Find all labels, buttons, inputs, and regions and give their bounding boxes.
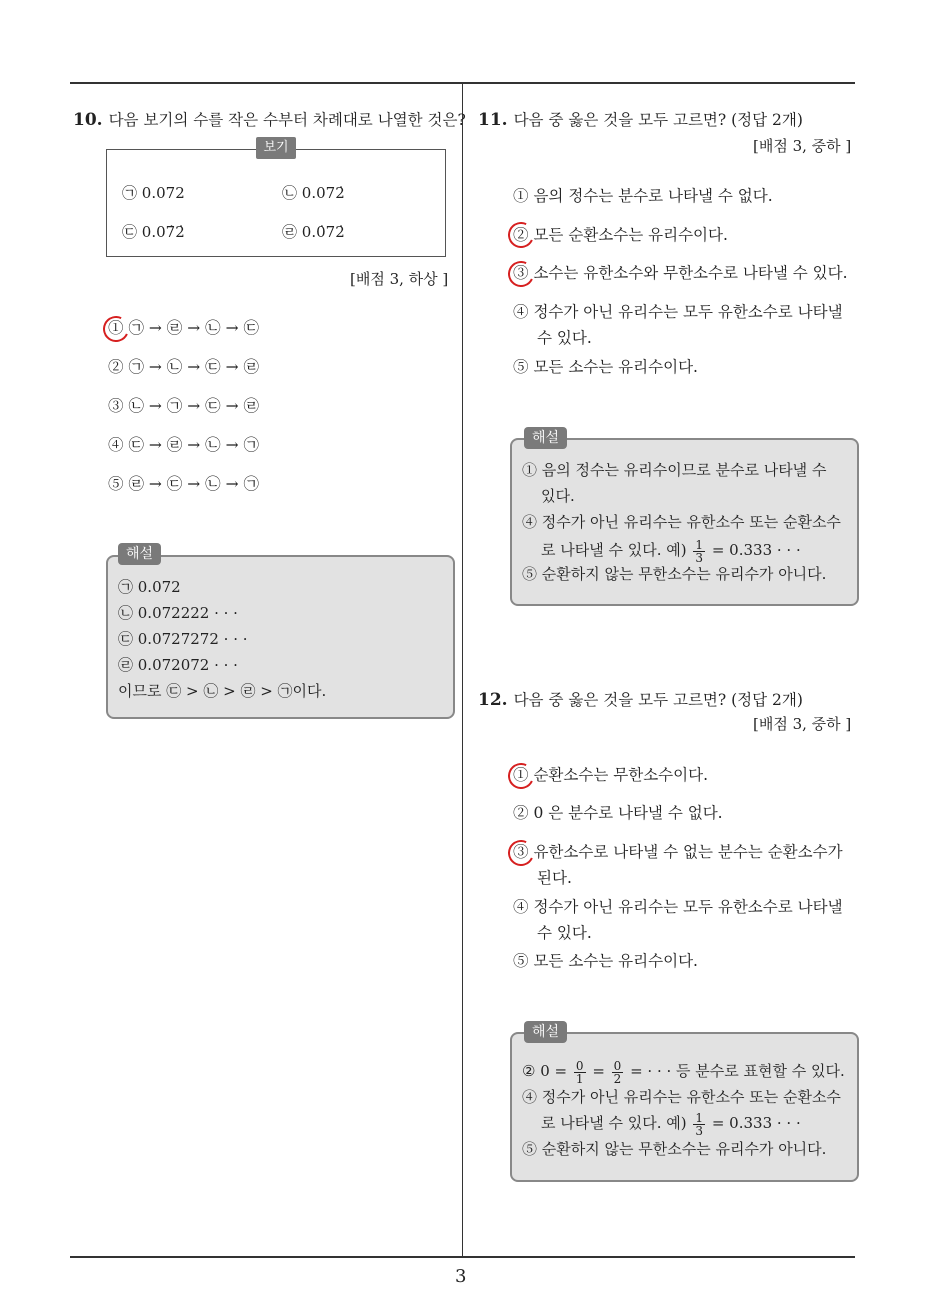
q11-title <box>478 108 803 130</box>
q12-solution-line: ② 0 = $\frac{0}{1}$ = $\frac{0}{2}$ = · · · 등 분수로 표현할 수 있다. <box>522 1058 845 1086</box>
q11-option-4[interactable]: ④ 정수가 아닌 유리수는 모두 유한소수로 나타낼 수 있다. <box>513 303 843 347</box>
q10-solution-line: ㉢ 0.0727272 · · · <box>118 630 248 648</box>
q10-solution-line: ㉣ 0.072072 · · · <box>118 656 238 674</box>
q10-score: [배점 3, 하상 ] <box>350 270 449 288</box>
page-number: 3 <box>455 1266 467 1287</box>
q12-option-3[interactable]: ③ 유한소수로 나타낼 수 없는 분수는 순환소수가 된다. <box>513 843 843 887</box>
q12-number: 12. <box>478 690 508 710</box>
fraction: $\frac{1}{3}$ <box>695 537 704 565</box>
q11-option-2[interactable]: ② 모든 순환소수는 유리수이다. <box>513 226 728 244</box>
q10-solution-label: 해설 <box>118 543 161 565</box>
q11-question: 다음 중 옳은 것을 모두 고르면? (정답 2개) <box>513 111 803 129</box>
q10-solution-line: ㉠ 0.072 <box>118 578 181 596</box>
q10-solution-line: ㉡ 0.072222 · · · <box>118 604 238 622</box>
fraction: $\frac{0}{1}$ <box>575 1058 584 1086</box>
q10-bogi-item: ㉠ 0.072 <box>122 184 185 202</box>
q11-solution-line: ① 음의 정수는 유리수이므로 분수로 나타낼 수 <box>522 461 827 479</box>
column-divider <box>462 82 463 1257</box>
q12-score: [배점 3, 중하 ] <box>753 715 852 733</box>
q10-bogi-item: ㉣ 0.0̇72̇ <box>282 223 345 241</box>
q10-option-3[interactable]: ③ ㉡ → ㉠ → ㉢ → ㉣ <box>108 397 259 415</box>
q12-option-4[interactable]: ④ 정수가 아닌 유리수는 모두 유한소수로 나타낼 수 있다. <box>513 898 843 942</box>
q12-option-2[interactable]: ② 0 은 분수로 나타낼 수 없다. <box>513 804 723 822</box>
q11-number: 11. <box>478 110 508 130</box>
bottom-rule <box>70 1256 855 1258</box>
q11-solution-label: 해설 <box>524 427 567 449</box>
q12-solution-line: 로 나타낼 수 있다. 예) $\frac{1}{3}$ = 0.333 · · · <box>541 1110 801 1138</box>
q12-solution-label: 해설 <box>524 1021 567 1043</box>
q10-option-1[interactable]: ① ㉠ → ㉣ → ㉡ → ㉢ <box>108 319 259 337</box>
q11-solution-line: 있다. <box>541 487 575 505</box>
q11-solution-line: ④ 정수가 아닌 유리수는 유한소수 또는 순환소수 <box>522 513 841 531</box>
q12-option-1[interactable]: ① 순환소수는 무한소수이다. <box>513 766 709 784</box>
q12-question: 다음 중 옳은 것을 모두 고르면? (정답 2개) <box>513 691 803 709</box>
q11-option-3[interactable]: ③ 소수는 유한소수와 무한소수로 나타낼 수 있다. <box>513 264 848 282</box>
fraction: $\frac{0}{2}$ <box>613 1058 622 1086</box>
q11-option-5[interactable]: ⑤ 모든 소수는 유리수이다. <box>513 358 698 376</box>
q11-score: [배점 3, 중하 ] <box>753 137 852 155</box>
q10-bogi-label: 보기 <box>256 137 296 159</box>
q11-solution-line: ⑤ 순환하지 않는 무한소수는 유리수가 아니다. <box>522 565 827 583</box>
q12-option-5[interactable]: ⑤ 모든 소수는 유리수이다. <box>513 952 698 970</box>
q10-option-2[interactable]: ② ㉠ → ㉡ → ㉢ → ㉣ <box>108 358 259 376</box>
q10-question: 다음 보기의 수를 작은 수부터 차례대로 나열한 것은? <box>108 111 466 129</box>
q10-solution-line: 이므로 ㉢ > ㉡ > ㉣ > ㉠이다. <box>118 682 327 700</box>
fraction: $\frac{1}{3}$ <box>695 1110 704 1138</box>
q11-solution-line: 로 나타낼 수 있다. 예) $\frac{1}{3}$ = 0.333 · · · <box>541 537 801 565</box>
q10-option-4[interactable]: ④ ㉢ → ㉣ → ㉡ → ㉠ <box>108 436 259 454</box>
q10-option-5[interactable]: ⑤ ㉣ → ㉢ → ㉡ → ㉠ <box>108 475 259 493</box>
q12-solution-line: ⑤ 순환하지 않는 무한소수는 유리수가 아니다. <box>522 1140 827 1158</box>
q10-title <box>73 108 466 130</box>
q10-bogi-item: ㉡ 0.072̇ <box>282 184 345 202</box>
q12-title <box>478 688 803 710</box>
q11-option-1[interactable]: ① 음의 정수는 분수로 나타낼 수 없다. <box>513 187 773 205</box>
q12-solution-line: ④ 정수가 아닌 유리수는 유한소수 또는 순환소수 <box>522 1088 841 1106</box>
q10-bogi-item: ㉢ 0.07̇2̇ <box>122 223 185 241</box>
q10-number: 10. <box>73 110 103 130</box>
